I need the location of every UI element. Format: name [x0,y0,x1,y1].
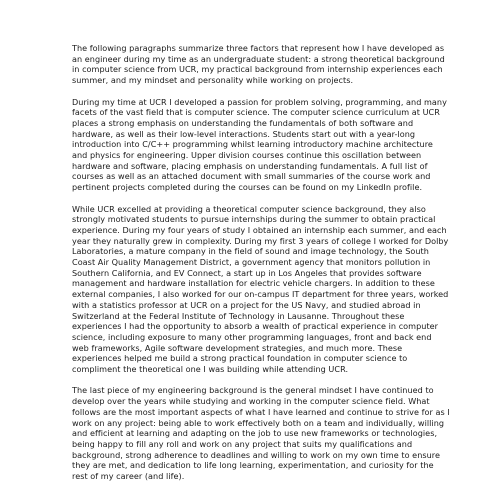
paragraph-intro: The following paragraphs summarize three factors that represent how I have developed as an engineer during my time as an undergraduate student: a strong theoretical background in computer science from UCR, my practical background from internship experiences each summer, and my mindset and personality while working on projects. [72,43,445,86]
paragraph-mindset: The last piece of my engineering background is the general mindset I have continued to develop over the years while studying and working in the computer science field. What follows are the most important aspects of what I have learned and continue to strive for as I work on any project: being able to work effectively both on a team and individually, willing and efficient at learning and adapting on the job to use new frameworks or technologies, being happy to fill any roll and work on any project that suits my qualifications and background, strong adherence to deadlines and willing to work on my own time to ensure they are met, and dedication to life long learning, experimentation, and curiosity for the rest of my career (and life). [72,385,450,482]
paragraph-practical-background: While UCR excelled at providing a theoretical computer science background, they also strongly motivated students to pursue internships during the summer to obtain practical experience. During my four years of study I obtained an internship each summer, and each year they naturally grew in complexity. During my first 3 years of college I worked for Dolby Laboratories, a mature company in the field of sound and image technology, the South Coast Air Quality Management District, a government agency that monitors pollution in Southern California, and EV Connect, a start up in Los Angeles that provides software management and hardware installation for electric vehicle chargers. In addition to these external companies, I also worked for our on-campus IT department for three years, worked with a statistics professor at UCR on a project for the US Navy, and studied abroad in Switzerland at the Federal Institute of Technology in Lausanne. Throughout these experiences I had the opportunity to absorb a wealth of practical experience in computer science, including exposure to many other programming languages, front and back end web frameworks, Agile software development strategies, and much more. These experiences helped me build a strong practical foundation in computer science to compliment the theoretical one I was building while attending UCR. [72,203,449,375]
paragraph-theoretical-background: During my time at UCR I developed a passion for problem solving, programming, and many facets of the vast field that is computer science. The computer science curriculum at UCR places a strong emphasis on understanding the fundamentals of both software and hardware, as well as their low-level interactions. Students start out with a year-long introduction into C/C++ programming whilst learning introductory machine architecture and physics for engineering. Upper division courses continue this oscillation between hardware and software, placing emphasis on understanding fundamentals. A full list of courses as well as an attached document with small summaries of the course work and pertinent projects completed during the courses can be found on my LinkedIn profile. [72,96,447,193]
document-page [72,43,450,492]
